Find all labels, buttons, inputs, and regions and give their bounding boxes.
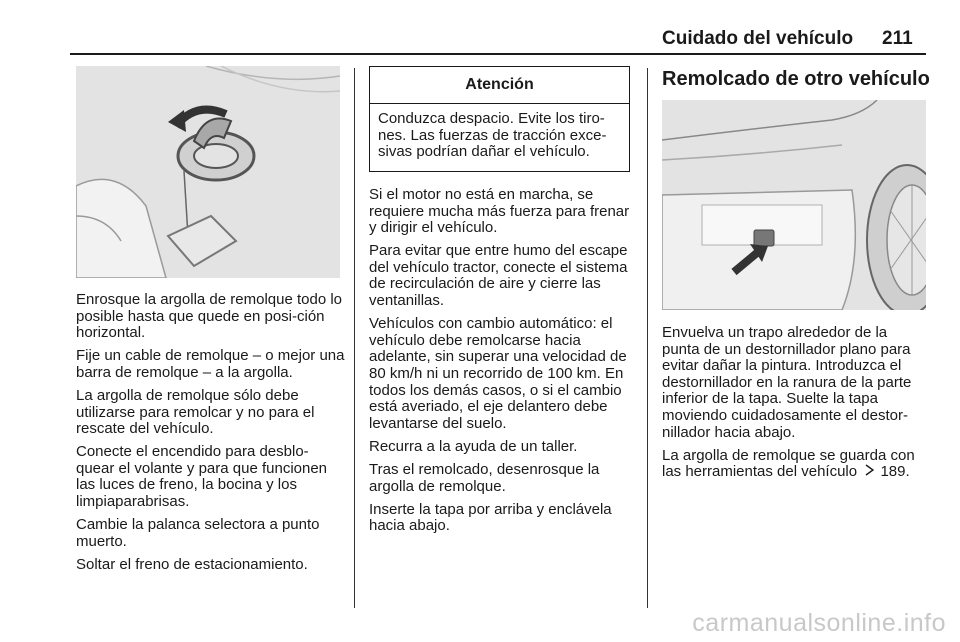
attention-title: Atención (370, 67, 629, 104)
attention-box (369, 66, 630, 172)
column-divider (647, 68, 648, 608)
attention-body: Conduzca despacio. Evite los tiro-nes. Las fuerzas de tracción exce-sivas podrían dañar el vehículo. (378, 110, 607, 161)
paragraph: Vehículos con cambio automático: el vehículo debe remolcarse hacia adelante, sin superar una velocidad de 80 km/h ni un recorrido de 100 km. En todos los demás casos, o si el cambio está averiado, el eje delantero debe levantarse del suelo. (369, 315, 627, 432)
paragraph: Soltar el freno de estacionamiento. (76, 555, 308, 573)
left-column-text (76, 292, 346, 580)
towing-eye-illustration (76, 66, 340, 278)
paragraph: Recurra a la ayuda de un taller. (369, 437, 578, 455)
watermark: carmanualsonline.info (692, 609, 946, 637)
section-title: Remolcado de otro vehículo (662, 68, 930, 90)
paragraph: Enrosque la argolla de remolque todo lo posible hasta que quede en posi-ción horizontal. (76, 291, 343, 342)
paragraph: Si el motor no está en marcha, se requiere mucha más fuerza para frenar y dirigir el vehículo. (369, 186, 630, 237)
rear-bumper-drawing (662, 100, 926, 310)
paragraph: Tras el remolcado, desenrosque la argolla de remolque. (369, 460, 600, 495)
paragraph: Inserte la tapa por arriba y enclávela hacia abajo. (369, 500, 612, 535)
paragraph: Fije un cable de remolque – o mejor una barra de remolque – a la argolla. (76, 347, 345, 381)
arrow-reference-icon (865, 464, 874, 476)
paragraph-with-cross-reference (662, 448, 928, 481)
cross-reference-page-link[interactable]: 189. (880, 463, 910, 481)
right-column-text (662, 325, 928, 487)
paragraph: Conecte el encendido para desblo-quear el volante y para que funcionen las luces de freno, la bocina y los limpiaparabrisas. (76, 443, 328, 511)
header-rule (70, 53, 926, 55)
towing-eye-drawing (76, 66, 340, 278)
middle-column-text (369, 187, 637, 541)
page-title: Cuidado del vehículo (662, 28, 854, 49)
paragraph: La argolla de remolque sólo debe utilizarse para remolcar y no para el rescate del vehículo. (76, 386, 315, 438)
paragraph: Cambie la palanca selectora a punto muerto. (76, 516, 320, 550)
rear-bumper-illustration (662, 100, 926, 310)
paragraph: Para evitar que entre humo del escape del vehículo tractor, conecte el sistema de recirculación de aire y cierre las ventanillas. (369, 242, 628, 310)
paragraph: Envuelva un trapo alrededor de la punta de un destornillador plano para evitar dañar la pintura. Introduzca el destornillador en la ranura de la parte inferior de la tapa. Suelte la tapa moviendo cuidadosamente el destor-nillador hacia abajo. (662, 324, 912, 441)
page-number: 211 (882, 28, 913, 49)
paragraph-text: La argolla de remolque se guarda con las herramientas del vehículo (662, 446, 915, 481)
column-divider (354, 68, 355, 608)
